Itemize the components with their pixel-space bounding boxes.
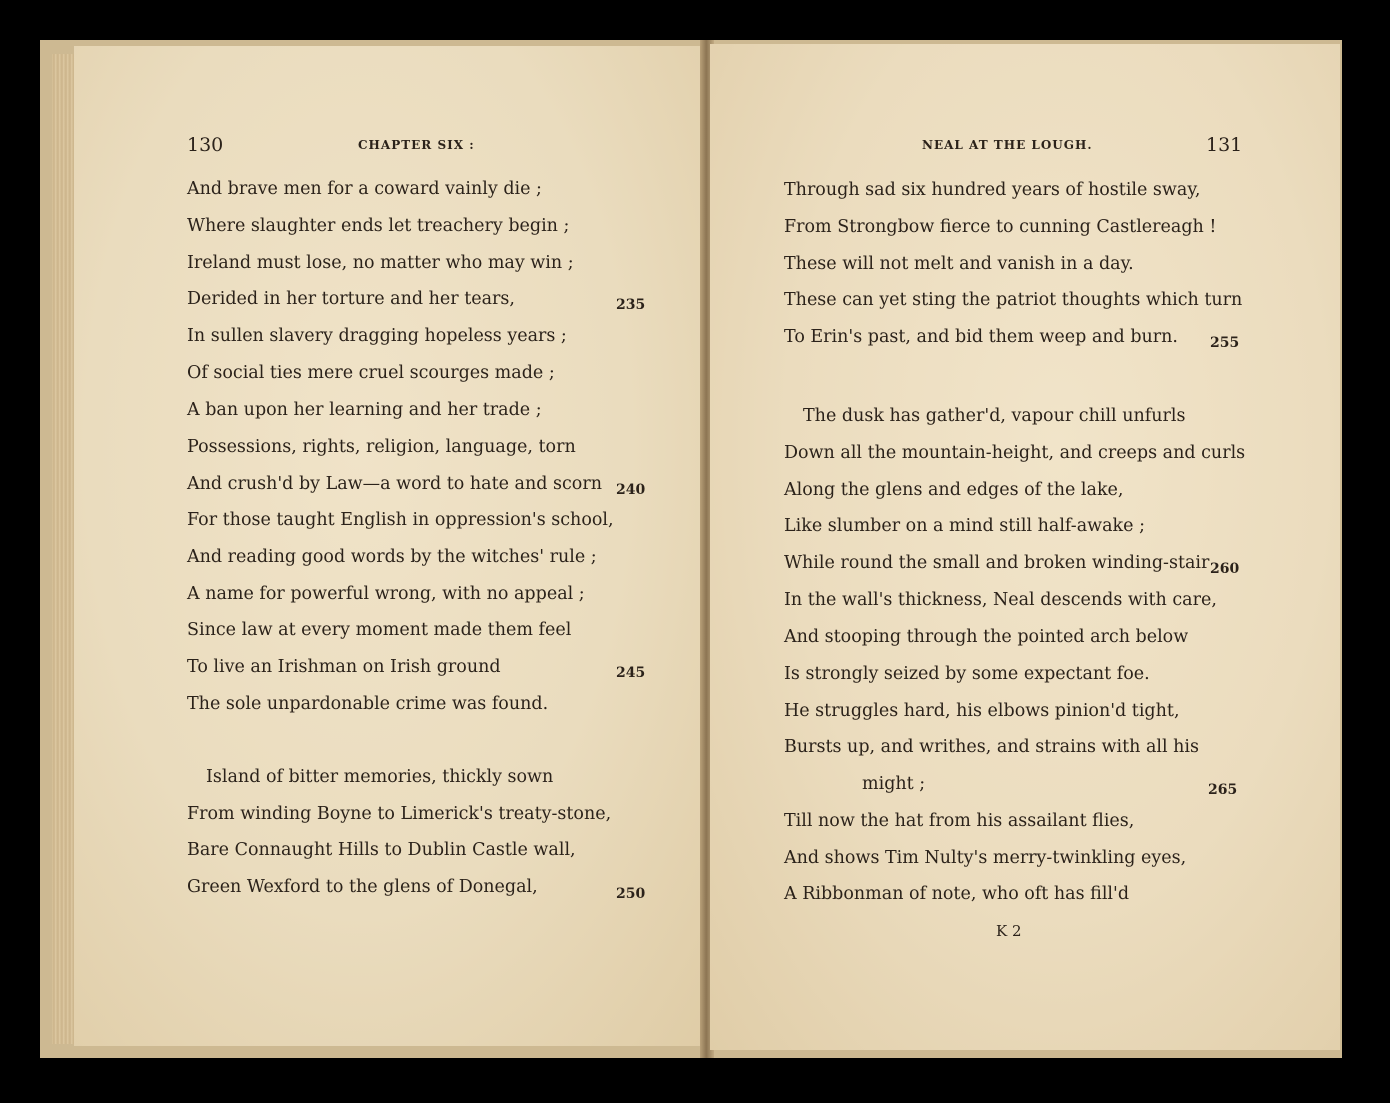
verse-line: And reading good words by the witches' rule ;	[187, 547, 597, 567]
verse-line: Where slaughter ends let treachery begin ;	[187, 216, 570, 236]
right-running-head: NEAL AT THE LOUGH.	[922, 138, 1093, 152]
verse-line: From Strongbow fierce to cunning Castlereagh !	[784, 217, 1217, 237]
left-running-head: CHAPTER SIX :	[358, 138, 475, 152]
signature-mark: K 2	[996, 922, 1022, 940]
verse-line: Since law at every moment made them feel	[187, 620, 572, 640]
verse-line: Till now the hat from his assailant flies,	[784, 811, 1135, 831]
verse-line: A ban upon her learning and her trade ;	[187, 400, 542, 420]
verse-line: Bursts up, and writhes, and strains with all his	[784, 737, 1200, 757]
left-page	[74, 46, 707, 1046]
verse-line: And shows Tim Nulty's merry-twinkling eyes,	[784, 848, 1187, 868]
verse-line: Bare Connaught Hills to Dublin Castle wall,	[187, 840, 576, 860]
right-page	[710, 44, 1340, 1050]
verse-line: The sole unpardonable crime was found.	[187, 694, 549, 714]
verse-line: Green Wexford to the glens of Donegal,	[187, 877, 538, 897]
verse-line: Possessions, rights, religion, language, torn	[187, 437, 576, 457]
right-page-number: 131	[1206, 134, 1243, 156]
verse-line: Along the glens and edges of the lake,	[784, 480, 1124, 500]
verse-line: These will not melt and vanish in a day.	[784, 254, 1134, 274]
verse-line: And crush'd by Law—a word to hate and scorn	[187, 474, 602, 494]
line-number: 235	[616, 297, 646, 313]
line-number: 250	[616, 886, 646, 902]
verse-line: To Erin's past, and bid them weep and burn.	[784, 327, 1178, 347]
verse-line: From winding Boyne to Limerick's treaty-stone,	[187, 804, 612, 824]
verse-line: Island of bitter memories, thickly sown	[206, 767, 554, 787]
line-number: 255	[1210, 335, 1240, 351]
verse-line: He struggles hard, his elbows pinion'd tight,	[784, 701, 1180, 721]
open-book	[40, 40, 1342, 1058]
verse-line: In the wall's thickness, Neal descends with care,	[784, 590, 1217, 610]
verse-line: Is strongly seized by some expectant foe.	[784, 664, 1150, 684]
verse-line: For those taught English in oppression's school,	[187, 510, 614, 530]
verse-line: A name for powerful wrong, with no appeal ;	[187, 584, 585, 604]
line-number: 260	[1210, 561, 1240, 577]
line-number: 245	[616, 665, 646, 681]
verse-line: Like slumber on a mind still half-awake ;	[784, 516, 1145, 536]
verse-line: And stooping through the pointed arch below	[784, 627, 1189, 647]
verse-line: A Ribbonman of note, who oft has fill'd	[784, 884, 1130, 904]
verse-line: These can yet sting the patriot thoughts which turn	[784, 290, 1243, 310]
line-number: 240	[616, 482, 646, 498]
verse-line: Of social ties mere cruel scourges made ;	[187, 363, 555, 383]
verse-line: In sullen slavery dragging hopeless years ;	[187, 326, 567, 346]
line-number: 265	[1208, 782, 1238, 798]
verse-line: Through sad six hundred years of hostile sway,	[784, 180, 1201, 200]
verse-line: Down all the mountain-height, and creeps and curls	[784, 443, 1246, 463]
verse-line-continuation: might ;	[862, 774, 926, 794]
verse-line: While round the small and broken winding-stair	[784, 553, 1210, 573]
verse-line: The dusk has gather'd, vapour chill unfurls	[803, 406, 1186, 426]
left-page-number: 130	[187, 134, 224, 156]
verse-line: To live an Irishman on Irish ground	[187, 657, 501, 677]
page-edges	[52, 54, 76, 1044]
verse-line: And brave men for a coward vainly die ;	[187, 179, 542, 199]
verse-line: Ireland must lose, no matter who may win ;	[187, 253, 574, 273]
verse-line: Derided in her torture and her tears,	[187, 289, 515, 309]
